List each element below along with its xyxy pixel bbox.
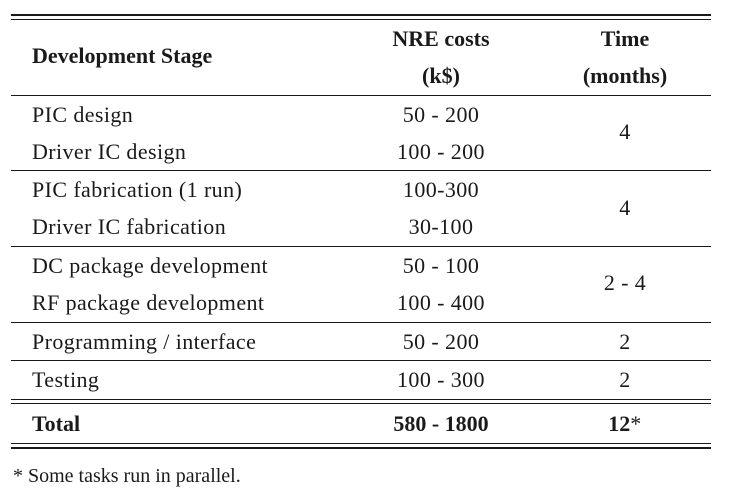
total-label: Total — [32, 411, 81, 436]
table-cell-time: 2 — [619, 367, 631, 392]
table-cell-nre: 100 - 200 — [397, 139, 485, 164]
table-cell-stage: Driver IC fabrication — [32, 214, 227, 239]
table-cell-time: 2 - 4 — [603, 270, 647, 295]
header-time-unit: (months) — [582, 63, 668, 88]
table-cell-nre: 100-300 — [402, 177, 480, 202]
table-cell-stage: Programming / interface — [32, 329, 257, 354]
table-top-rule — [11, 14, 711, 16]
table-top-rule-inner — [11, 19, 711, 20]
table-cell-nre: 50 - 200 — [402, 102, 480, 127]
table-cell-stage: Testing — [32, 367, 100, 392]
group-rule — [11, 246, 711, 247]
table-cell-stage: Driver IC design — [32, 139, 187, 164]
table-cell-stage: DC package development — [32, 253, 269, 278]
table-cell-nre: 50 - 200 — [402, 329, 480, 354]
group-rule — [11, 360, 711, 361]
total-top-rule — [11, 399, 711, 400]
total-time — [560, 413, 690, 435]
header-nre-costs: NRE costs — [392, 26, 490, 51]
table-cell-nre: 50 - 100 — [402, 253, 480, 278]
total-top-rule-inner — [11, 403, 711, 404]
table-cell-stage: PIC fabrication (1 run) — [32, 177, 243, 202]
group-rule — [11, 170, 711, 171]
total-time-value: 12 — [608, 411, 631, 436]
table-footnote: * Some tasks run in parallel. — [13, 465, 241, 487]
table-cell-time: 2 — [619, 329, 631, 354]
table-cell-stage: RF package development — [32, 290, 265, 315]
table-bottom-rule — [11, 447, 711, 449]
table-bottom-rule-inner — [11, 443, 711, 444]
table-cell-nre: 100 - 300 — [397, 367, 485, 392]
total-time-footnote-mark: * — [630, 411, 642, 436]
header-time: Time — [600, 26, 650, 51]
table-cell-time: 4 — [619, 119, 631, 144]
table-cell-stage: PIC design — [32, 102, 134, 127]
table-cell-nre: 100 - 400 — [397, 290, 485, 315]
group-rule — [11, 322, 711, 323]
table-cell-time: 4 — [619, 195, 631, 220]
header-nre-unit: (k$) — [422, 63, 460, 88]
total-nre: 580 - 1800 — [393, 411, 489, 436]
header-development-stage: Development Stage — [32, 43, 213, 68]
table-cell-nre: 30-100 — [408, 214, 474, 239]
header-rule — [11, 95, 711, 96]
